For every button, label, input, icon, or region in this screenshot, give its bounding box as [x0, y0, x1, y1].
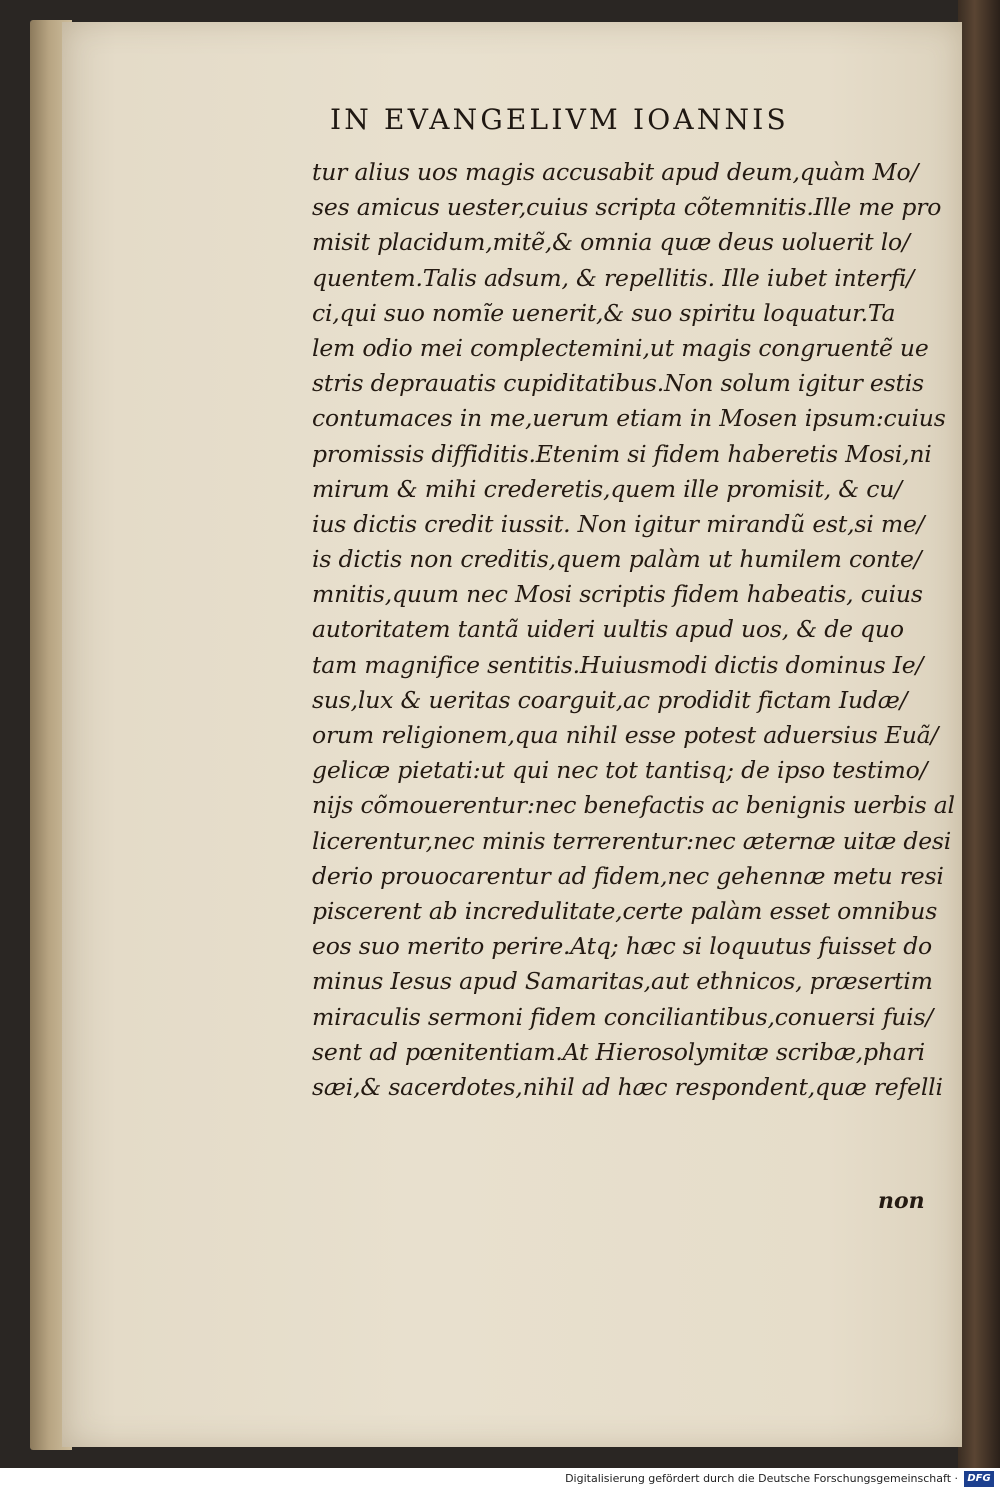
text-line: sæi,& sacerdotes,nihil ad hæc respondent,quæ refelli: [312, 1072, 943, 1101]
text-line: autoritatem tantã uideri uultis apud uos, & de quo: [312, 615, 904, 644]
text-line: gelicæ pietati:ut qui nec tot tantisq; de ipso testimo/: [312, 756, 928, 785]
dfg-logo-icon: DFG: [964, 1471, 994, 1487]
text-line: contumaces in me,uerum etiam in Mosen ipsum:cuius: [312, 404, 946, 433]
text-line: licerentur,nec minis terrerentur:nec æternæ uitæ desi: [312, 826, 952, 855]
funding-notice: Digitalisierung gefördert durch die Deutsche Forschungsgemeinschaft ·: [565, 1472, 958, 1485]
text-line: mirum & mihi crederetis,quem ille promisit, & cu/: [312, 474, 902, 503]
text-line: is dictis non creditis,quem palàm ut humilem conte/: [312, 545, 922, 574]
text-line: tur alius uos magis accusabit apud deum,quàm Mo/: [312, 158, 919, 186]
text-line: nijs cõmouerentur:nec benefactis ac benignis uerbis al: [312, 791, 955, 820]
text-line: promissis diffiditis.Etenim si fidem haberetis Mosi,ni: [312, 439, 932, 468]
text-line: miraculis sermoni fidem conciliantibus,conuersi fuis/: [312, 1002, 934, 1031]
text-line: derio prouocarentur ad fidem,nec gehennæ metu resi: [312, 861, 944, 890]
text-block: [312, 155, 955, 1105]
text-line: sus,lux & ueritas coarguit,ac prodidit fictam Iudæ/: [312, 685, 908, 714]
text-line: minus Iesus apud Samaritas,aut ethnicos, præsertim: [312, 967, 933, 996]
text-line: ses amicus uester,cuius scripta cõtemnitis.Ille me pro: [312, 193, 942, 222]
text-line: ius dictis credit iussit. Non igitur mirandũ est,si me/: [312, 509, 925, 538]
text-line: piscerent ab incredulitate,certe palàm esset omnibus: [312, 896, 938, 925]
catchword: non: [878, 1188, 925, 1214]
text-line: lem odio mei complectemini,ut magis congruentẽ ue: [312, 333, 929, 362]
text-line: sent ad pœnitentiam.At Hierosolymitæ scribæ,phari: [312, 1037, 925, 1066]
footer-bar: [0, 1468, 1000, 1491]
running-head: IN EVANGELIVM IOANNIS: [330, 103, 789, 136]
text-line: misit placidum,mitẽ,& omnia quæ deus uoluerit lo/: [312, 228, 910, 257]
text-line: tam magnifice sentitis.Huiusmodi dictis dominus Ie/: [312, 650, 924, 679]
book-edge-right: [958, 0, 1000, 1468]
text-line: orum religionem,qua nihil esse potest aduersius Euã/: [312, 721, 939, 749]
text-line: eos suo merito perire.Atq; hæc si loquutus fuisset do: [312, 932, 933, 961]
text-line: stris deprauatis cupiditatibus.Non solum igitur estis: [312, 369, 924, 398]
text-line: mnitis,quum nec Mosi scriptis fidem habeatis, cuius: [312, 580, 923, 609]
text-line: ci,qui suo nomĩe uenerit,& suo spiritu loquatur.Ta: [312, 298, 896, 327]
text-line: quentem.Talis adsum, & repellitis. Ille iubet interfi/: [312, 263, 914, 292]
